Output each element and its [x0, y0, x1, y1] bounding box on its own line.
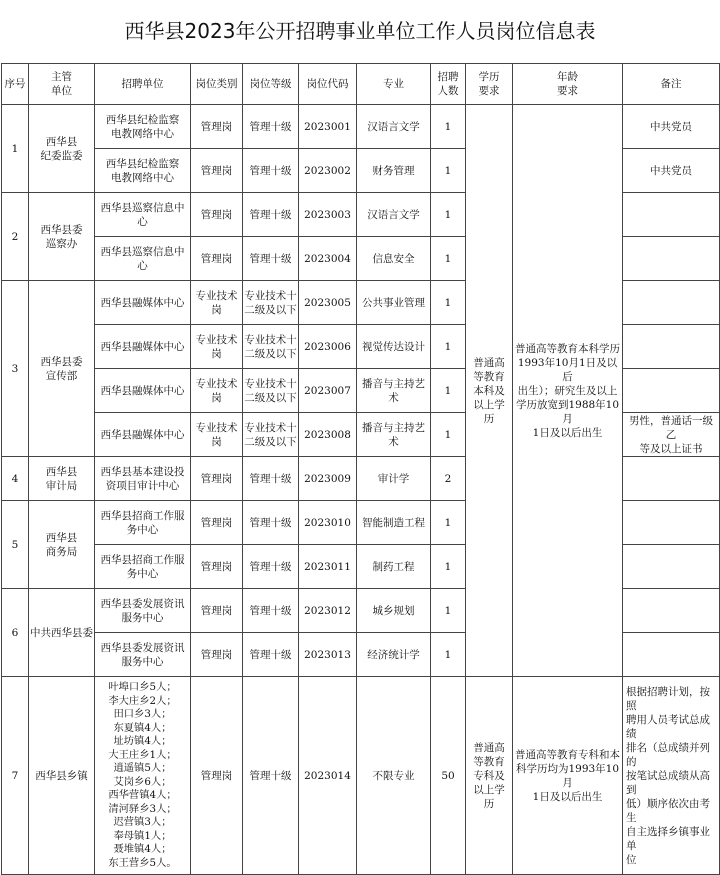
cell-code: 2023014 — [299, 677, 357, 875]
group-seq: 5 — [2, 501, 29, 589]
cell-major: 汉语言文学 — [357, 105, 431, 149]
group-seq: 2 — [2, 193, 29, 281]
header-age: 年龄 要求 — [513, 64, 623, 105]
cell-major: 不限专业 — [357, 677, 431, 875]
header-unit: 招聘单位 — [95, 64, 191, 105]
cell-code: 2023007 — [299, 369, 357, 413]
group-dept: 西华县 纪委监委 — [29, 105, 95, 193]
header-seq: 序号 — [2, 64, 29, 105]
cell-type: 管理岗 — [191, 545, 243, 589]
cell-unit: 西华县融媒体中心 — [95, 369, 191, 413]
cell-code: 2023006 — [299, 325, 357, 369]
cell-code: 2023003 — [299, 193, 357, 237]
cell-major: 播音与主持艺术 — [357, 413, 431, 457]
group-dept: 西华县委 宣传部 — [29, 281, 95, 457]
cell-count: 1 — [431, 105, 466, 149]
cell-code: 2023012 — [299, 589, 357, 633]
cell-major: 视觉传达设计 — [357, 325, 431, 369]
cell-count: 1 — [431, 545, 466, 589]
cell-unit: 西华县委发展资讯 服务中心 — [95, 633, 191, 677]
cell-note — [623, 501, 720, 545]
cell-code: 2023004 — [299, 237, 357, 281]
edu-requirement-b: 普通高 等教育 专科及 以上学 历 — [466, 677, 513, 875]
cell-unit: 西华县融媒体中心 — [95, 281, 191, 325]
cell-level: 管理十级 — [243, 193, 299, 237]
cell-count: 1 — [431, 633, 466, 677]
header-count: 招聘 人数 — [431, 64, 466, 105]
cell-unit: 西华县招商工作服 务中心 — [95, 501, 191, 545]
cell-count: 1 — [431, 589, 466, 633]
cell-level: 管理十级 — [243, 545, 299, 589]
cell-code: 2023013 — [299, 633, 357, 677]
table-row — [2, 105, 720, 149]
cell-type: 专业技术岗 — [191, 281, 243, 325]
header-post-type: 岗位类别 — [191, 64, 243, 105]
header-major: 专业 — [357, 64, 431, 105]
table-row — [2, 677, 720, 875]
cell-count: 1 — [431, 281, 466, 325]
cell-major: 汉语言文学 — [357, 193, 431, 237]
cell-level: 专业技术十 二级及以下 — [243, 325, 299, 369]
cell-level: 管理十级 — [243, 501, 299, 545]
header-post-code: 岗位代码 — [299, 64, 357, 105]
cell-note — [623, 457, 720, 501]
cell-type: 管理岗 — [191, 589, 243, 633]
group-dept: 中共西华县委 — [29, 589, 95, 677]
job-table — [1, 63, 720, 875]
cell-count: 2 — [431, 457, 466, 501]
cell-code: 2023005 — [299, 281, 357, 325]
cell-note: 中共党员 — [623, 149, 720, 193]
cell-major: 城乡规划 — [357, 589, 431, 633]
header-edu: 学历 要求 — [466, 64, 513, 105]
group-seq: 4 — [2, 457, 29, 501]
cell-type: 管理岗 — [191, 677, 243, 875]
cell-level: 管理十级 — [243, 149, 299, 193]
cell-level: 管理十级 — [243, 237, 299, 281]
cell-unit: 西华县融媒体中心 — [95, 325, 191, 369]
group-dept: 西华县 审计局 — [29, 457, 95, 501]
group-seq: 3 — [2, 281, 29, 457]
cell-note — [623, 237, 720, 281]
cell-note: 中共党员 — [623, 105, 720, 149]
cell-unit-towns: 叶埠口乡5人； 李大庄乡2人； 田口乡3人； 东夏镇4人； 址坊镇4人； 大王庄乡1人； 逍遥镇5人； 艾岗乡6人； 西华营镇4人； 清河驿乡3人； 迟营镇3人； 奉母镇1人； 聂堆镇4人； 东王营乡5人。 — [95, 677, 191, 875]
cell-code: 2023009 — [299, 457, 357, 501]
cell-unit: 西华县融媒体中心 — [95, 413, 191, 457]
cell-note — [623, 325, 720, 369]
cell-major: 经济统计学 — [357, 633, 431, 677]
cell-count: 1 — [431, 501, 466, 545]
group-seq: 6 — [2, 589, 29, 677]
cell-code: 2023008 — [299, 413, 357, 457]
cell-level: 管理十级 — [243, 105, 299, 149]
cell-note — [623, 589, 720, 633]
header-note: 备注 — [623, 64, 720, 105]
cell-unit: 西华县基本建设投 资项目审计中心 — [95, 457, 191, 501]
cell-level: 管理十级 — [243, 677, 299, 875]
cell-count: 1 — [431, 413, 466, 457]
age-requirement-b: 普通高等教育专科和本 科学历均为1993年10月 1日及以后出生 — [513, 677, 623, 875]
cell-note — [623, 369, 720, 413]
cell-major: 财务管理 — [357, 149, 431, 193]
cell-type: 专业技术岗 — [191, 369, 243, 413]
cell-note — [623, 281, 720, 325]
cell-note — [623, 193, 720, 237]
group-seq: 1 — [2, 105, 29, 193]
cell-level: 管理十级 — [243, 457, 299, 501]
cell-unit: 西华县委发展资讯 服务中心 — [95, 589, 191, 633]
cell-major: 智能制造工程 — [357, 501, 431, 545]
cell-level: 专业技术十 二级及以下 — [243, 281, 299, 325]
cell-code: 2023011 — [299, 545, 357, 589]
header-row — [2, 64, 720, 105]
cell-unit: 西华县巡察信息中 心 — [95, 193, 191, 237]
cell-type: 管理岗 — [191, 237, 243, 281]
cell-note: 根据招聘计划，按照 聘用人员考试总成绩 排名（总成绩并列的 按笔试总成绩从高到 低）顺序依次由考生 自主选择乡镇事业单 位 — [623, 677, 720, 875]
group-dept: 西华县乡镇 — [29, 677, 95, 875]
cell-major: 审计学 — [357, 457, 431, 501]
cell-unit: 西华县招商工作服 务中心 — [95, 545, 191, 589]
cell-type: 管理岗 — [191, 193, 243, 237]
header-post-level: 岗位等级 — [243, 64, 299, 105]
cell-count: 1 — [431, 237, 466, 281]
cell-code: 2023001 — [299, 105, 357, 149]
cell-count: 1 — [431, 369, 466, 413]
age-requirement-a: 普通高等教育本科学历 1993年10月1日及以后 出生）；研究生及以上 学历放宽到1988年10月 1日及以后出生 — [513, 105, 623, 677]
cell-type: 管理岗 — [191, 149, 243, 193]
cell-type: 专业技术岗 — [191, 325, 243, 369]
cell-unit: 西华县纪检监察 电教网络中心 — [95, 105, 191, 149]
cell-code: 2023002 — [299, 149, 357, 193]
cell-type: 管理岗 — [191, 457, 243, 501]
cell-code: 2023010 — [299, 501, 357, 545]
cell-note: 男性，普通话一级乙 等及以上证书 — [623, 413, 720, 457]
cell-unit: 西华县纪检监察 电教网络中心 — [95, 149, 191, 193]
cell-count: 1 — [431, 325, 466, 369]
cell-note — [623, 633, 720, 677]
cell-unit: 西华县巡察信息中 心 — [95, 237, 191, 281]
group-seq: 7 — [2, 677, 29, 875]
page-title: 西华县2023年公开招聘事业单位工作人员岗位信息表 — [124, 19, 596, 43]
group-dept: 西华县 商务局 — [29, 501, 95, 589]
cell-count: 1 — [431, 149, 466, 193]
cell-note — [623, 545, 720, 589]
cell-type: 管理岗 — [191, 501, 243, 545]
cell-type: 管理岗 — [191, 633, 243, 677]
cell-level: 管理十级 — [243, 589, 299, 633]
cell-level: 专业技术十 二级及以下 — [243, 369, 299, 413]
cell-level: 专业技术十 二级及以下 — [243, 413, 299, 457]
cell-major: 公共事业管理 — [357, 281, 431, 325]
group-dept: 西华县委 巡察办 — [29, 193, 95, 281]
cell-count: 50 — [431, 677, 466, 875]
cell-major: 制药工程 — [357, 545, 431, 589]
cell-major: 播音与主持艺术 — [357, 369, 431, 413]
header-dept: 主管 单位 — [29, 64, 95, 105]
cell-level: 管理十级 — [243, 633, 299, 677]
cell-type: 管理岗 — [191, 105, 243, 149]
cell-type: 专业技术岗 — [191, 413, 243, 457]
cell-count: 1 — [431, 193, 466, 237]
edu-requirement-a: 普通高 等教育 本科及 以上学 历 — [466, 105, 513, 677]
cell-major: 信息安全 — [357, 237, 431, 281]
